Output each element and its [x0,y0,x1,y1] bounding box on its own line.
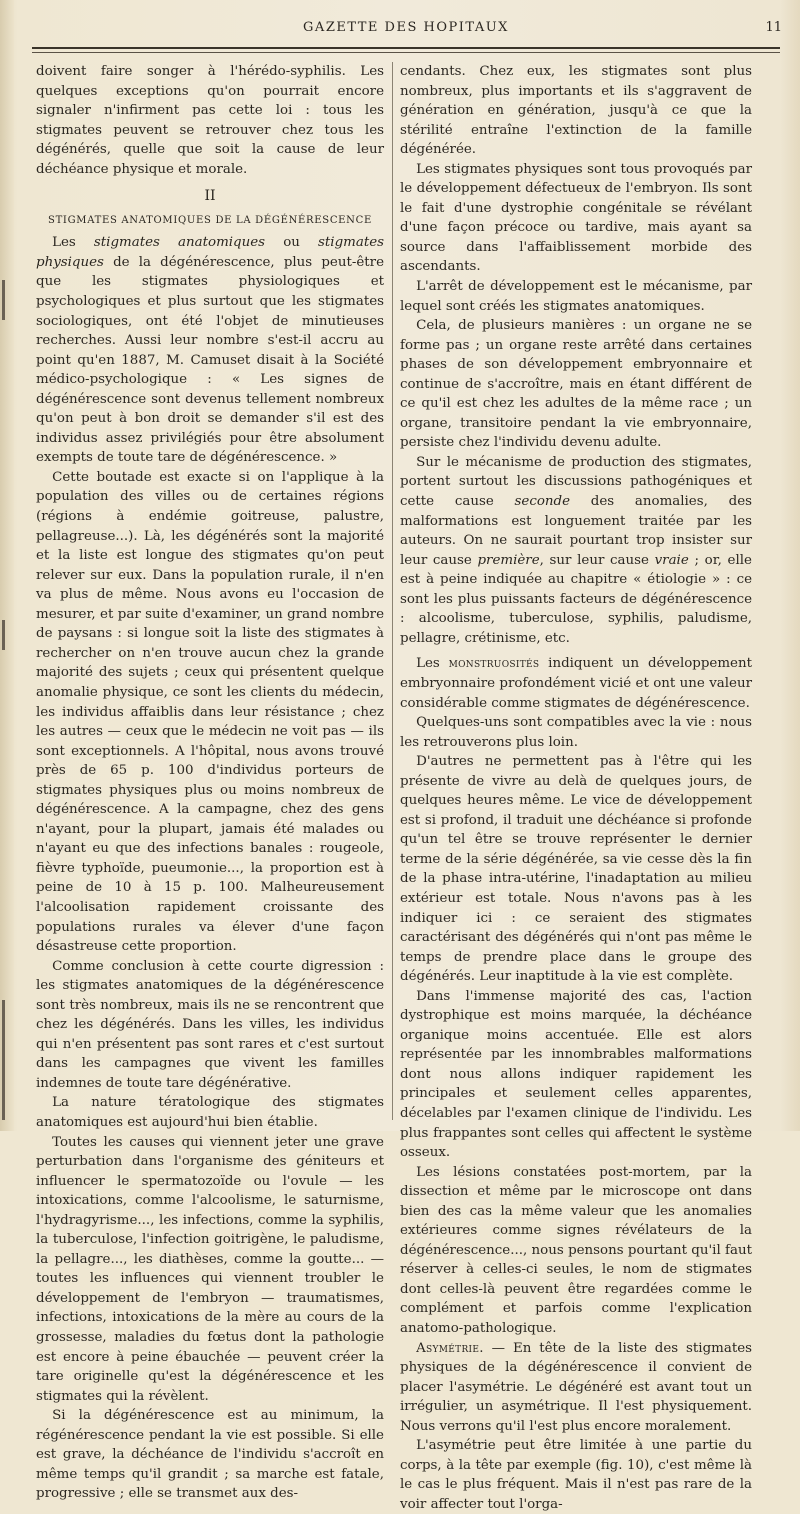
binding-mark [2,1000,5,1120]
paragraph: Les lésions constatées post-mortem, par la dissection et même par le microscope ont dans bien des cas la même valeur que les anomalies extérieures comme signes révélateurs de la dégénérescence..., nous pensons pourtant qu'il faut réserver à celles-ci seules, le nom de stigmates dont celles-là peuvent être regardées comme le complément et parfois comme l'explication anatomo-pathologique. [400,1164,752,1336]
right-column [400,62,752,1512]
left-column [36,62,384,1502]
paragraph: L'asymétrie peut être limitée à une partie du corps, à la tête par exemple (fig. 10), c'est même là le cas le plus fréquent. Mais il n'est pas rare de la voir affecter tout l'orga- [400,1438,752,1512]
column-divider [392,62,393,1120]
paragraph: L'arrêt de développement est le mécanisme, par lequel sont créés les stigmates anatomiques. [400,279,752,314]
small-caps-term: monstruosités [448,656,540,672]
paragraph: Cette boutade est exacte si on l'applique à la population des villes ou de certaines régions (régions à endémie goitreuse, palustre, pellagreuse...). Là, les dégénérés sont la majorité et la liste est longue des stigmates qu'on peut relever sur eux. Dans la population rurale, il n'en va plus de même. Nous avons eu l'occasion de mesurer, et par suite d'examiner, un grand nombre de paysans : si longue soit la liste des stigmates à rechercher on n'en trouve aucun chez la grande majorité des sujets ; ceux qui présentent quelque anomalie physique, ce sont les clients du médecin, les individus affaiblis dans leur résistance ; chez les autres — ceux que le médecin ne voit pas — ils sont exceptionnels. A l'hôpital, nous avons trouvé près de 65 p. 100 d'individus porteurs de stigmates physiques plus ou moins nombreux de dégénérescence. A la campagne, chez des gens n'ayant, pour la plupart, jamais été malades ou n'ayant eu que des infections banales : rougeole, fièvre typhoïde, pueumonie..., la proportion est à peine de 10 à 15 p. 100. Malheureusement l'alcoolisation rapidement croissante des populations rurales va élever d'une façon désastreuse cette proportion. [36,469,384,955]
header-rule [32,47,780,49]
italic-term: vraie [654,552,689,568]
running-title: GAZETTE DES HOPITAUX [303,20,509,35]
paragraph: D'autres ne permettent pas à l'être qui les présente de vivre au delà de quelques jours, de quelques heures même. Le vice de développement est si profond, il traduit une déchéance si profonde qu'un tel être se trouve représenter le dernier terme de la série dégénérée, sa vie cesse dès la fin de la phase intra-utérine, l'inadaptation au milieu extérieur est totale. Nous n'avons pas à les indiquer ici : ce seraient des stigmates caractérisant des dégénérés qui n'ont pas même le temps de prendre place dans le groupe des dégénérés. Leur inaptitude à la vie est complète. [400,754,752,985]
italic-term: stigmates anatomiques [93,235,266,251]
section-number: II [204,188,216,205]
paragraph: Les stigmates anatomiques ou stigmates physiques de la dégénérescence, plus peut-être que les stigmates physiologiques et psychologiques et plus surtout que les stigmates sociologiques, ont été l'objet de minutieuses recherches. Aussi leur nombre s'est-il accru au point qu'en 1887, M. Camuset disait à la Société médico-psychologique : « Les signes de dégénérescence sont devenus tellement nombreux qu'on peut à bon droit se demander s'il est des individus assez privilégiés pour être absolument exempts de toute tare de dégénérescence. » [36,235,384,466]
binding-edge [0,0,14,1131]
italic-term: première [477,552,540,568]
paragraph: Cela, de plusieurs manières : un organe ne se forme pas ; un organe reste arrêté dans certaines phases de son développement embryonnaire et continue de s'accroître, mais en étant différent de ce qu'il est chez les adultes de la même race ; un organe, transitoire pendant la vie embryonnaire, persiste chez l'individu devenu adulte. [400,318,752,451]
paragraph: doivent faire songer à l'hérédo-syphilis. Les quelques exceptions qu'on pourrait encore signaler n'infirment pas cette loi : tous les stigmates peuvent se retrouver chez tous les dégénérés, quelle que soit la cause de leur déchéance physique et morale. [36,64,384,177]
paragraph: Si la dégénérescence est au minimum, la régénérescence pendant la vie est possible. Si elle est grave, la déchéance de l'individu s'accroît en même temps qu'il grandit ; sa marche est fatale, progressive ; elle se transmet aux des- [36,1408,384,1502]
paragraph: Les stigmates physiques sont tous provoqués par le développement défectueux de l'embryon. Ils sont le fait d'une dystrophie congénitale se révélant d'une façon précoce ou tardive, mais ayant sa source dans l'affaiblissement morbide des ascendants. [400,161,752,275]
paragraph: Comme conclusion à cette courte digression : les stigmates anatomiques de la dégénérescence sont très nombreux, mais ils ne se rencontrent que chez les dégénérés. Dans les villes, les individus qui n'en présentent pas sont rares et c'est surtout dans les campagnes que vivent les familles indemnes de toute tare dégénérative. [36,958,384,1091]
paragraph: Quelques-uns sont compatibles avec la vie : nous les retrouverons plus loin. [400,715,752,750]
binding-mark [2,620,5,650]
binding-mark [2,280,5,320]
section-heading: STIGMATES ANATOMIQUES DE LA DÉGÉNÉRESCENCE [48,214,372,226]
paragraph: Asymétrie. — En tête de la liste des stigmates physiques de la dégénérescence il convient de placer l'asymétrie. Le dégénéré est avant tout un irrégulier, un asymétrique. Il l'est physiquement. Nous verrons qu'il l'est plus encore moralement. [400,1340,752,1434]
paragraph: Toutes les causes qui viennent jeter une grave perturbation dans l'organisme des géniteurs et influencer le spermatozoïde ou l'ovule — les intoxications, comme l'alcoolisme, le saturnisme, l'hydragyrisme..., les infections, comme la syphilis, la tuberculose, l'infection goitrigène, le paludisme, la pellagre..., les diathèses, comme la goutte... — toutes les influences qui viennent troubler le développement de l'embryon — traumatismes, infections, intoxications de la mère au cours de la grossesse, maladies du fœtus dont la pathologie est encore à peine ébauchée — peuvent créer la tare originelle qu'est la dégénérescence et les stigmates qui la révèlent. [36,1134,384,1404]
italic-term: seconde [514,494,571,510]
header-rule-thin [32,52,780,53]
page-number: 11 [765,20,782,35]
small-caps-term: Asymétrie. [416,1340,484,1356]
paragraph: La nature tératologique des stigmates anatomiques est aujourd'hui bien établie. [36,1095,384,1130]
paragraph: cendants. Chez eux, les stigmates sont plus nombreux, plus importants et ils s'aggravent de génération en génération, jusqu'à ce que la stérilité entraîne l'extinction de la famille dégénérée. [400,64,752,158]
paragraph: Sur le mécanisme de production des stigmates, portent surtout les discussions pathogéniques et cette cause seconde des anomalies, des malformations est longuement traitée par les auteurs. On ne saurait pourtant trop insister sur leur cause première, sur leur cause vraie ; or, elle est à peine indiquée au chapitre « étiologie » : ce sont les plus puissants facteurs de dégénérescence : alcoolisme, tuberculose, syphilis, paludisme, pellagre, crétinisme, etc. [400,454,752,646]
paragraph: Dans l'immense majorité des cas, l'action dystrophique est moins marquée, la déchéance organique moins accentuée. Elle est alors représentée par les innombrables malformations dont nous allons indiquer rapidement les principales et seulement celles apparentes, décelables par l'examen clinique de l'individu. Les plus frappantes sont celles qui affectent le système osseux. [400,988,752,1161]
page-header [30,20,782,42]
paragraph: Les monstruosités indiquent un développement embryonnaire profondément vicié et ont une valeur considérable comme stigmates de dégénérescence. [400,656,752,711]
italic-term: stigmates physiques [36,235,384,270]
